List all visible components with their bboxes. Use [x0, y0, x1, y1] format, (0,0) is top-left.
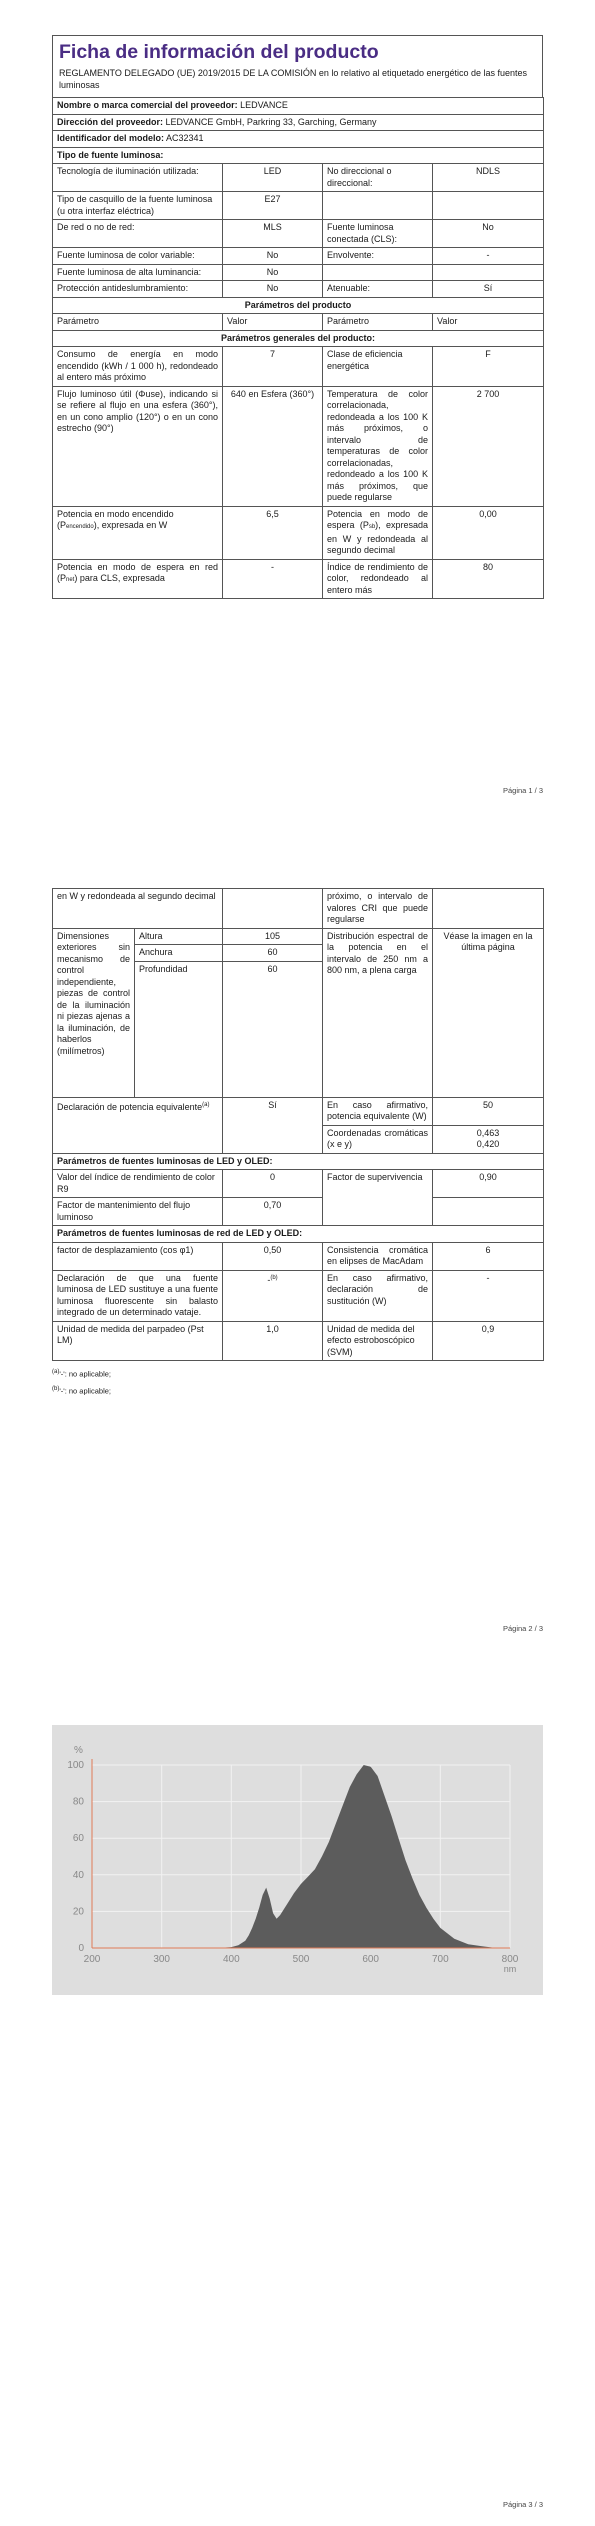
footnote-b-marker: (b): [270, 1274, 278, 1281]
row-label: Índice de rendimiento de color, redondeado al entero más: [323, 559, 433, 599]
row-value: 0,70: [223, 1198, 323, 1226]
supplier-address-value: LEDVANCE GmbH, Parkring 33, Garching, Germany: [165, 116, 377, 127]
chromaticity-x: 0,463: [476, 1127, 500, 1138]
type-row: [53, 192, 544, 220]
type-row: [53, 220, 544, 248]
y-tick-label: 100: [67, 1760, 84, 1771]
column-header-parameter: Parámetro: [53, 314, 223, 331]
height-value: 105: [223, 928, 323, 945]
y-tick-label: 80: [72, 1796, 84, 1808]
standby-label: Potencia en modo de espera (P: [327, 508, 428, 530]
y-axis-label: %: [74, 1745, 83, 1756]
row-value: 7: [223, 347, 323, 387]
y-tick-label: 40: [72, 1869, 84, 1881]
row-value: Sí: [223, 1097, 323, 1153]
footnote-a: [52, 1365, 543, 1382]
page-2: [0, 878, 595, 1638]
footnote-a-label: (a): [52, 1369, 60, 1375]
type-row: [53, 248, 544, 265]
led-section-row: [53, 1153, 544, 1170]
general-section-row: [53, 330, 544, 347]
depth-label: Profundidad: [135, 961, 223, 1097]
row-value: No: [223, 281, 323, 298]
width-label: Anchura: [135, 945, 223, 962]
height-label: Altura: [135, 928, 223, 945]
row-label: Valor del índice de rendimiento de color R9: [53, 1170, 223, 1198]
power-on-label-end: ), expresada en W: [93, 520, 168, 530]
mains-row: [53, 1242, 544, 1270]
row-label: Factor de mantenimiento del flujo luminoso: [53, 1198, 223, 1226]
column-header-value: Valor: [433, 314, 544, 331]
general-row: [53, 347, 544, 387]
dimensions-label: Dimensiones exteriores sin mecanismo de control independiente, piezas de control de la iluminación ni piezas ajenas a la iluminación, de haberlos (milímetros): [53, 928, 135, 1097]
led-section-header: Parámetros de fuentes luminosas de LED y OLED:: [53, 1153, 544, 1170]
row-value: [433, 1198, 544, 1226]
datasheet-part-1: [52, 35, 543, 599]
supplier-address-label: Dirección del proveedor:: [57, 116, 164, 127]
mains-row: [53, 1270, 544, 1321]
x-tick-label: 400: [222, 1954, 240, 1965]
row-value: Sí: [433, 281, 544, 298]
row-label: [53, 559, 223, 599]
row-label: [323, 192, 433, 220]
row-label: En caso afirmativo, declaración de sustitución (W): [323, 1270, 433, 1321]
general-section-header: Parámetros generales del producto:: [53, 330, 544, 347]
row-value: 0,50: [223, 1242, 323, 1270]
type-row: [53, 264, 544, 281]
supplier-address-row: [53, 114, 544, 131]
row-value: No: [223, 248, 323, 265]
spectral-value: Véase la imagen en la última página: [433, 928, 544, 1097]
row-label: Consumo de energía en modo encendido (kWh / 1 000 h), redondeado al entero más próximo: [53, 347, 223, 387]
row-value: MLS: [223, 220, 323, 248]
cap-type-label: Tipo de casquillo de la fuente luminosa: [57, 194, 213, 204]
spectral-chart-svg: [52, 1725, 543, 1995]
row-value: NDLS: [433, 164, 544, 192]
standby-net-row: [53, 559, 544, 599]
cap-type-note: (u otra interfaz eléctrica): [57, 205, 155, 216]
x-tick-label: 500: [292, 1954, 310, 1965]
led-row: [53, 1170, 544, 1198]
depth-value: 60: [223, 961, 323, 1097]
footnote-b: [52, 1382, 543, 1399]
page-number: Página 1 / 3: [502, 786, 543, 795]
row-value: No: [223, 264, 323, 281]
width-value: 60: [223, 945, 323, 962]
row-value: [433, 192, 544, 220]
row-value: 2 700: [433, 386, 544, 506]
footnote-b-label: (b): [52, 1385, 60, 1392]
row-label: en W y redondeada al segundo decimal: [53, 889, 223, 929]
row-label: Flujo luminoso útil (Φuse), indicando si se refiere al flujo en una esfera (360°), en un cono amplio (120°) o en un cono estrecho (90°): [53, 386, 223, 506]
supplier-name-label: Nombre o marca comercial del proveedor:: [57, 100, 238, 110]
regulation-text: REGLAMENTO DELEGADO (UE) 2019/2015 DE LA COMISIÓN en lo relativo al etiquetado energético de las fuentes luminosas: [59, 68, 528, 90]
supplier-name-row: [53, 98, 544, 115]
spectral-chart: [52, 1725, 543, 1995]
row-value: 0,00: [433, 506, 544, 559]
footnote-a-text: '-': no aplicable;: [59, 1369, 111, 1379]
general-row: [53, 386, 544, 506]
row-value: 0: [223, 1170, 323, 1198]
row-label: factor de desplazamiento (cos φ1): [53, 1242, 223, 1270]
footnotes: [52, 1365, 543, 1398]
row-value: [433, 264, 544, 281]
row-label: Fuente luminosa de alta luminancia:: [53, 264, 223, 281]
x-tick-label: 700: [431, 1954, 449, 1965]
row-label: No direccional o direccional:: [323, 164, 433, 192]
spectrum-area: [217, 1765, 510, 1948]
row-label: Atenuable:: [323, 281, 433, 298]
row-value: 50: [433, 1097, 544, 1125]
mains-section-header: Parámetros de fuentes luminosas de red de LED y OLED:: [53, 1226, 544, 1243]
spectral-label: Distribución espectral de la potencia en el intervalo de 250 nm a 800 nm, a plena carga: [323, 928, 433, 1097]
row-label: Consistencia cromática en elipses de MacAdam: [323, 1242, 433, 1270]
mains-row: [53, 1321, 544, 1361]
footnote-a-marker: (a): [202, 1101, 210, 1108]
y-tick-label: 60: [72, 1833, 84, 1845]
row-value: [223, 1270, 323, 1321]
row-label: Fuente luminosa conectada (CLS):: [323, 220, 433, 248]
model-value: AC32341: [166, 133, 204, 143]
type-header-row: [53, 147, 544, 164]
row-label: [323, 264, 433, 281]
equivalent-power-row: [53, 1097, 544, 1125]
replacement-value: -: [267, 1274, 271, 1285]
row-value: -: [433, 1270, 544, 1321]
equivalent-label: Declaración de potencia equivalente: [57, 1101, 203, 1112]
row-label: Factor de supervivencia: [323, 1170, 433, 1226]
page-number: Página 2 / 3: [502, 1624, 543, 1633]
supplier-name-value: LEDVANCE: [240, 100, 288, 110]
dimensions-row: [53, 928, 544, 945]
model-row: [53, 131, 544, 148]
row-value: -: [433, 248, 544, 265]
row-label: Temperatura de color correlacionada, redondeada a los 100 K más próximos, o intervalo de temperaturas de color correlacionadas, redondeado a los 100 K más próximos, que puede regularse: [323, 386, 433, 506]
row-label: Envolvente:: [323, 248, 433, 265]
row-value: 6: [433, 1242, 544, 1270]
x-axis-label: nm: [503, 1964, 517, 1974]
mains-section-row: [53, 1226, 544, 1243]
row-value: 80: [433, 559, 544, 599]
net-label-end: ) para CLS, expresada: [74, 573, 165, 583]
type-row: [53, 281, 544, 298]
row-label: Tecnología de iluminación utilizada:: [53, 164, 223, 192]
row-label: Fuente luminosa de color variable:: [53, 248, 223, 265]
row-label: Unidad de medida del efecto estroboscópico (SVM): [323, 1321, 433, 1361]
x-tick-label: 300: [153, 1954, 171, 1965]
net-subscript: net: [66, 577, 75, 583]
row-value: 0,9: [433, 1321, 544, 1361]
chromaticity-values: [433, 1125, 544, 1153]
standby-label-end: ), expresada en W y redondeada al segundo decimal: [327, 520, 428, 555]
row-label: Clase de eficiencia energética: [323, 347, 433, 387]
x-tick-label: 800: [501, 1954, 519, 1965]
params-section-row: [53, 297, 544, 314]
row-value: E27: [223, 192, 323, 220]
row-label: [53, 192, 223, 220]
standby-subscript: sb: [368, 524, 376, 530]
page-1: [0, 0, 595, 800]
row-value: 0,90: [433, 1170, 544, 1198]
row-label: próximo, o intervalo de valores CRI que puede regularse: [323, 889, 433, 929]
power-on-subscript: encendido: [66, 524, 94, 530]
row-label: Protección antideslumbramiento:: [53, 281, 223, 298]
product-table-part-1: [52, 97, 544, 599]
y-tick-label: 0: [78, 1943, 84, 1954]
y-tick-label: 20: [72, 1906, 84, 1918]
row-label: [53, 1097, 223, 1153]
page-3: [0, 1725, 595, 2526]
row-value: F: [433, 347, 544, 387]
row-label: En caso afirmativo, potencia equivalente (W): [323, 1097, 433, 1125]
net-label: Potencia en modo de espera en red (P: [57, 561, 218, 583]
row-value: 640 en Esfera (360°): [223, 386, 323, 506]
chromaticity-label: Coordenadas cromáticas (x e y): [323, 1125, 433, 1153]
row-label: Declaración de que una fuente luminosa de LED sustituye a una fuente luminosa fluorescente sin balasto integrado de un determinado vataje.: [53, 1270, 223, 1321]
row-label: De red o no de red:: [53, 220, 223, 248]
power-row: [53, 506, 544, 559]
row-value: [433, 889, 544, 929]
model-label: Identificador del modelo:: [57, 133, 165, 143]
column-header-parameter: Parámetro: [323, 314, 433, 331]
product-table-part-2: [52, 888, 544, 1361]
standby-net-continued-row: [53, 889, 544, 929]
type-row: [53, 164, 544, 192]
row-value: 1,0: [223, 1321, 323, 1361]
row-value: [223, 889, 323, 929]
page-number: Página 3 / 3: [502, 2500, 543, 2509]
column-header-value: Valor: [223, 314, 323, 331]
row-label: [53, 506, 223, 559]
params-column-header-row: [53, 314, 544, 331]
power-on-label: Potencia en modo encendido (P: [57, 508, 174, 530]
row-value: -: [223, 559, 323, 599]
row-value: 6,5: [223, 506, 323, 559]
footnote-b-text: '-': no aplicable;: [59, 1386, 111, 1395]
type-header: Tipo de fuente luminosa:: [53, 147, 544, 164]
row-label: Unidad de medida del parpadeo (Pst LM): [53, 1321, 223, 1361]
datasheet-part-2: [52, 888, 543, 1398]
row-value: No: [433, 220, 544, 248]
row-label: [323, 506, 433, 559]
document-title: Ficha de información del producto: [59, 41, 379, 63]
chromaticity-y: 0,420: [476, 1139, 500, 1149]
params-section-header: Parámetros del producto: [53, 297, 544, 314]
row-value: LED: [223, 164, 323, 192]
title-block: [52, 35, 543, 97]
led-row: [53, 1198, 544, 1226]
x-tick-label: 200: [83, 1954, 101, 1965]
x-tick-label: 600: [362, 1954, 380, 1965]
